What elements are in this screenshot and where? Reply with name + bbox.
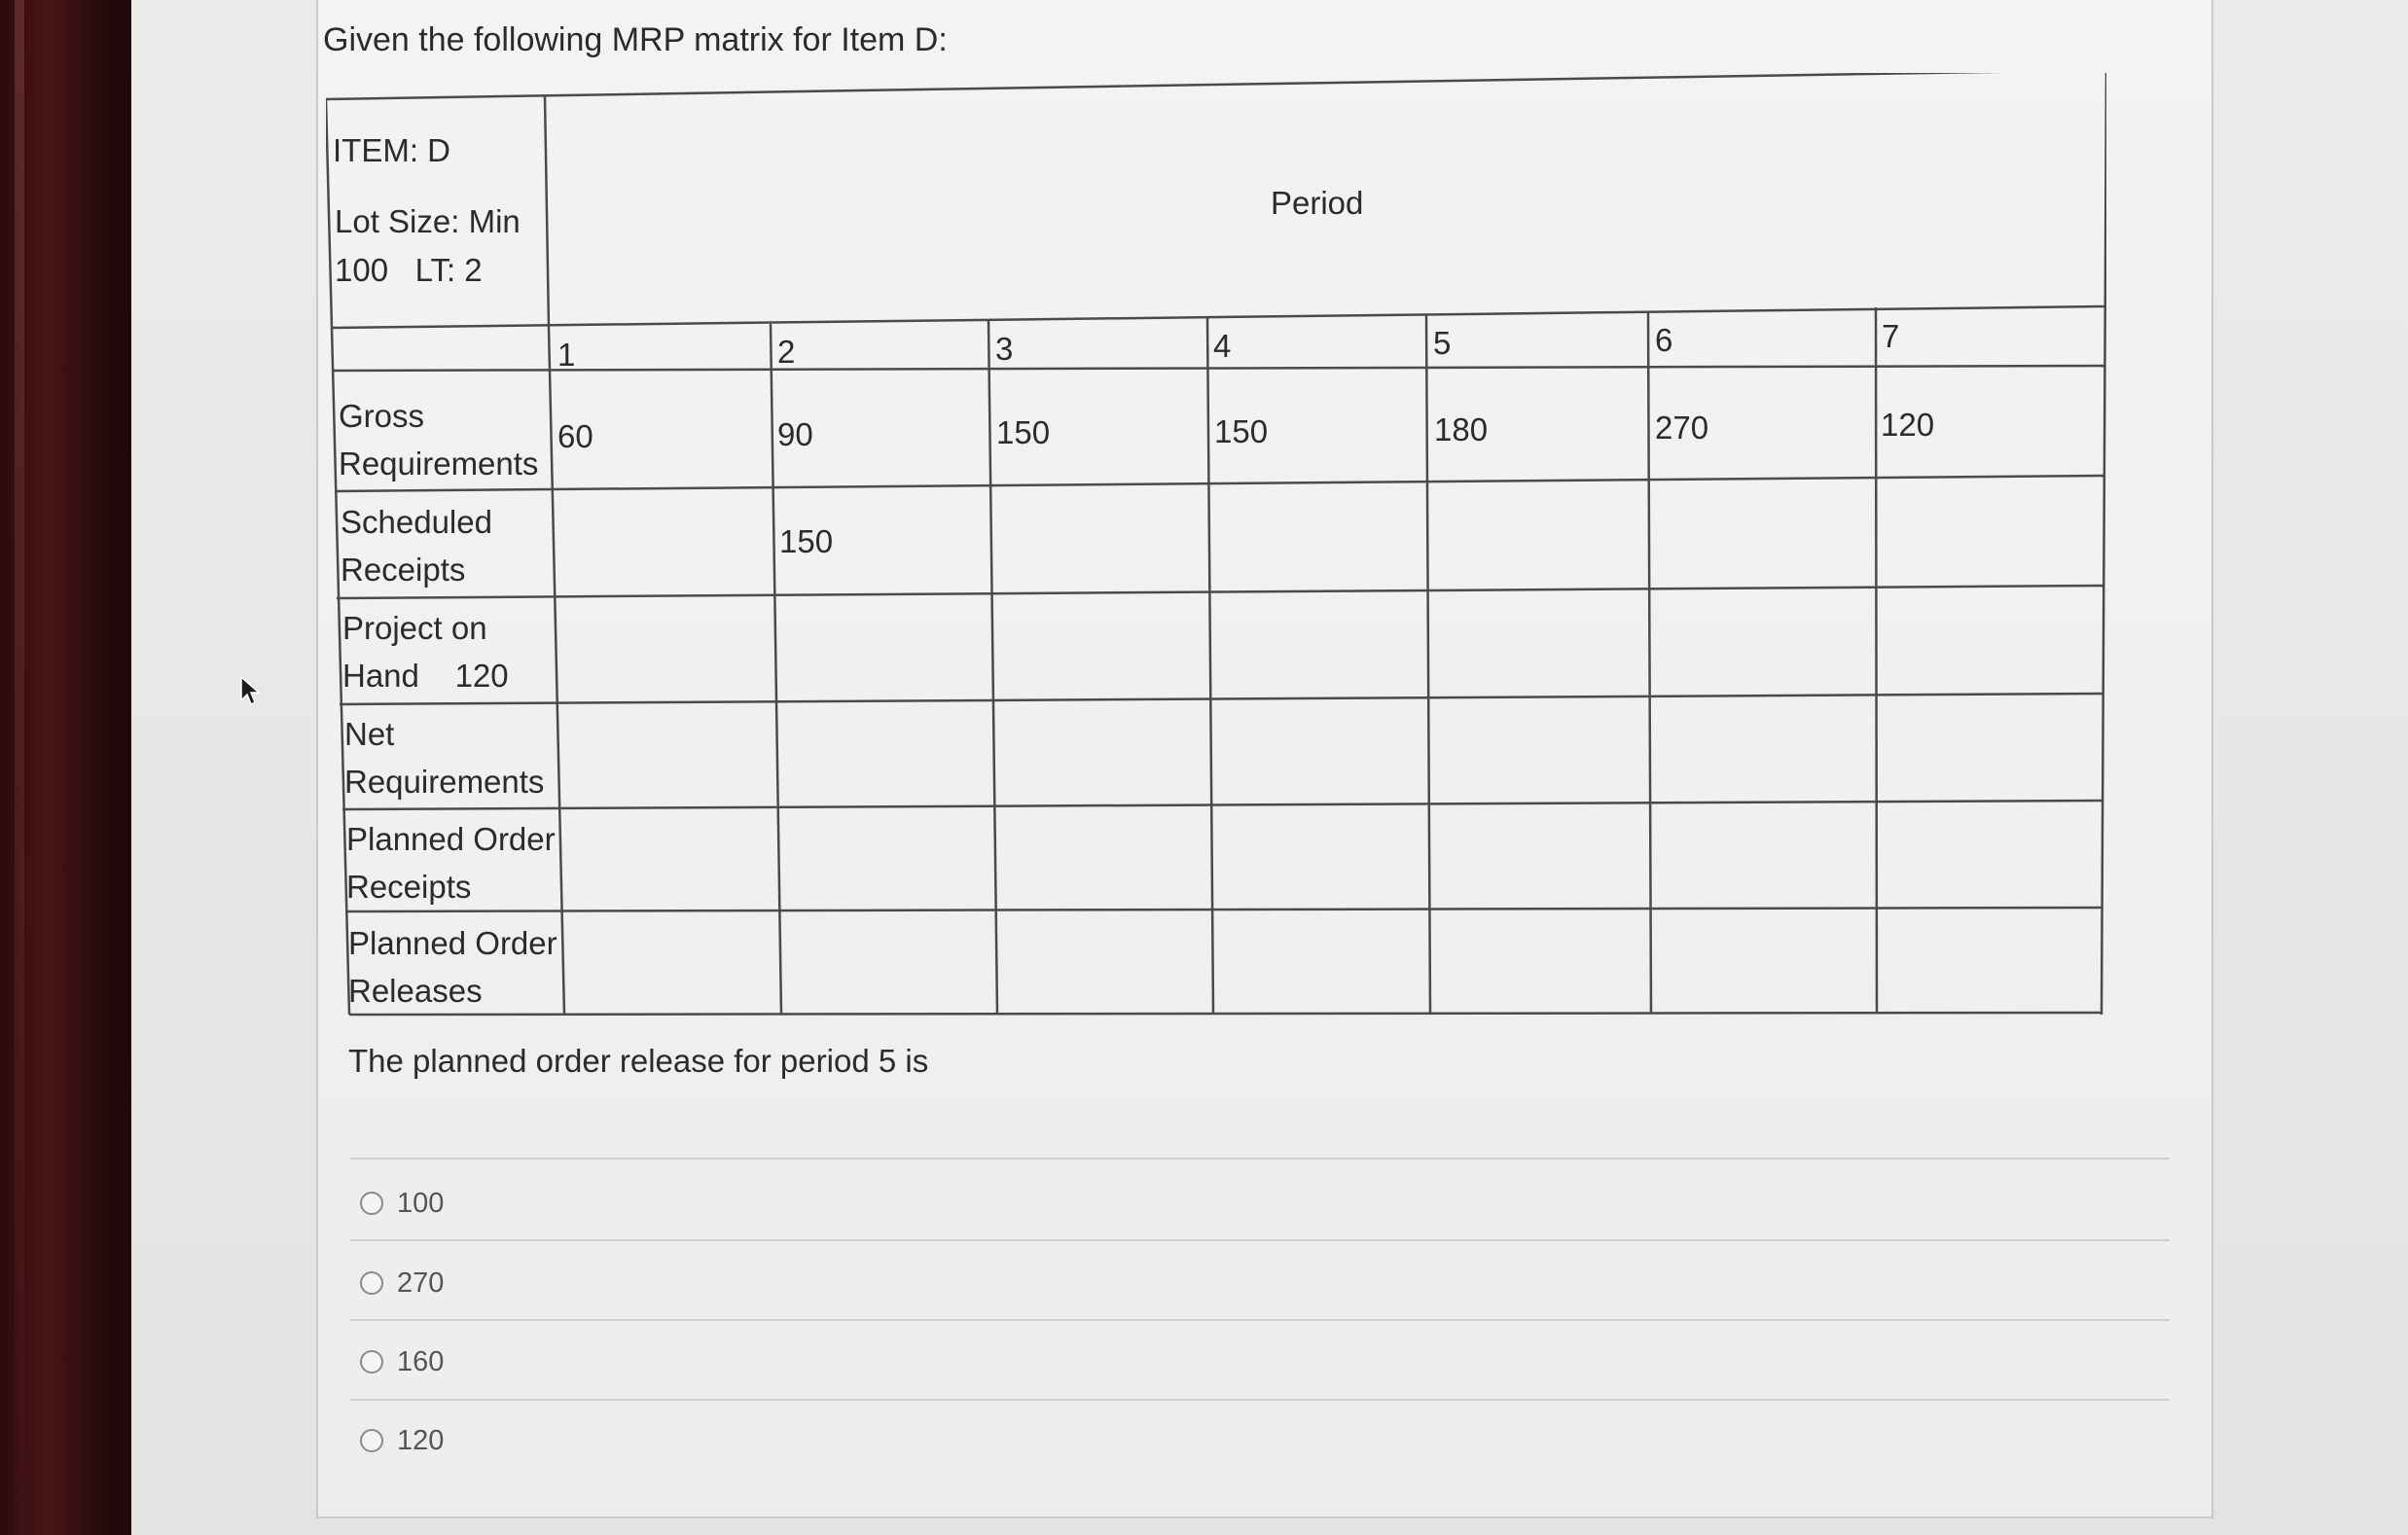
row-label-projected-on-hand: Project on Hand 120 bbox=[342, 610, 509, 694]
mouse-pointer-icon bbox=[239, 675, 261, 708]
row-label-gross-requirements: Gross Requirements bbox=[339, 398, 539, 482]
gross-req-value: 120 bbox=[1881, 407, 1935, 443]
period-number: 4 bbox=[1213, 328, 1232, 364]
grid-right-border bbox=[2102, 73, 2106, 1015]
option-label: 160 bbox=[397, 1345, 445, 1377]
grid-line-row-5 bbox=[345, 908, 2103, 911]
row-label-planned-order-releases: Planned Order Releases bbox=[348, 925, 557, 1009]
gross-req-value: 90 bbox=[777, 416, 813, 452]
grid-col-6 bbox=[1876, 307, 1877, 1013]
grid-line-row-1 bbox=[335, 476, 2105, 491]
grid-line-row-2 bbox=[337, 586, 2104, 598]
gross-req-value: 270 bbox=[1655, 410, 1709, 446]
option-label: 120 bbox=[397, 1424, 445, 1456]
option-divider bbox=[350, 1158, 2170, 1160]
gross-req-value: 150 bbox=[996, 414, 1051, 450]
lot-lead-time-label: 100 LT: 2 bbox=[335, 252, 483, 288]
grid-bottom-border bbox=[349, 1013, 2102, 1015]
option-100[interactable] bbox=[360, 1179, 444, 1228]
option-divider bbox=[350, 1319, 2170, 1321]
radio-button[interactable] bbox=[360, 1192, 383, 1215]
item-label: ITEM: D bbox=[333, 132, 450, 168]
scheduled-receipt-value: 150 bbox=[779, 523, 834, 559]
period-number: 5 bbox=[1433, 325, 1452, 361]
row-label-planned-order-receipts: Planned Order Receipts bbox=[346, 821, 556, 905]
question-title: Given the following MRP matrix for Item D: bbox=[323, 21, 948, 58]
period-number: 1 bbox=[557, 337, 576, 373]
grid-line-row-3 bbox=[340, 694, 2103, 704]
grid-line-row-4 bbox=[342, 801, 2103, 809]
option-270[interactable] bbox=[360, 1259, 444, 1307]
period-header: Period bbox=[1271, 185, 1364, 221]
gross-req-value: 150 bbox=[1214, 413, 1269, 449]
question-prompt: The planned order release for period 5 is bbox=[348, 1043, 929, 1079]
period-number: 6 bbox=[1655, 322, 1673, 358]
grid-top-border bbox=[326, 73, 2106, 99]
radio-button[interactable] bbox=[360, 1429, 383, 1452]
option-label: 100 bbox=[397, 1187, 445, 1219]
mrp-grid bbox=[326, 73, 2106, 1017]
mrp-matrix bbox=[326, 73, 2106, 1017]
period-number: 2 bbox=[777, 334, 796, 370]
option-160[interactable] bbox=[360, 1338, 444, 1386]
gross-req-value: 180 bbox=[1434, 411, 1489, 447]
option-divider bbox=[350, 1239, 2170, 1241]
option-divider bbox=[350, 1399, 2170, 1401]
grid-item-divider bbox=[545, 96, 549, 328]
lot-size-label: Lot Size: Min bbox=[335, 203, 521, 239]
row-label-net-requirements: Net Requirements bbox=[344, 716, 545, 800]
option-120[interactable] bbox=[360, 1416, 444, 1465]
row-label-scheduled-receipts: Scheduled Receipts bbox=[341, 504, 492, 588]
option-label: 270 bbox=[397, 1267, 445, 1299]
period-number: 7 bbox=[1882, 318, 1900, 354]
monitor-bezel bbox=[0, 0, 131, 1535]
period-number: 3 bbox=[995, 331, 1014, 367]
radio-button[interactable] bbox=[360, 1350, 383, 1374]
gross-req-value: 60 bbox=[557, 418, 593, 454]
radio-button[interactable] bbox=[360, 1271, 383, 1295]
